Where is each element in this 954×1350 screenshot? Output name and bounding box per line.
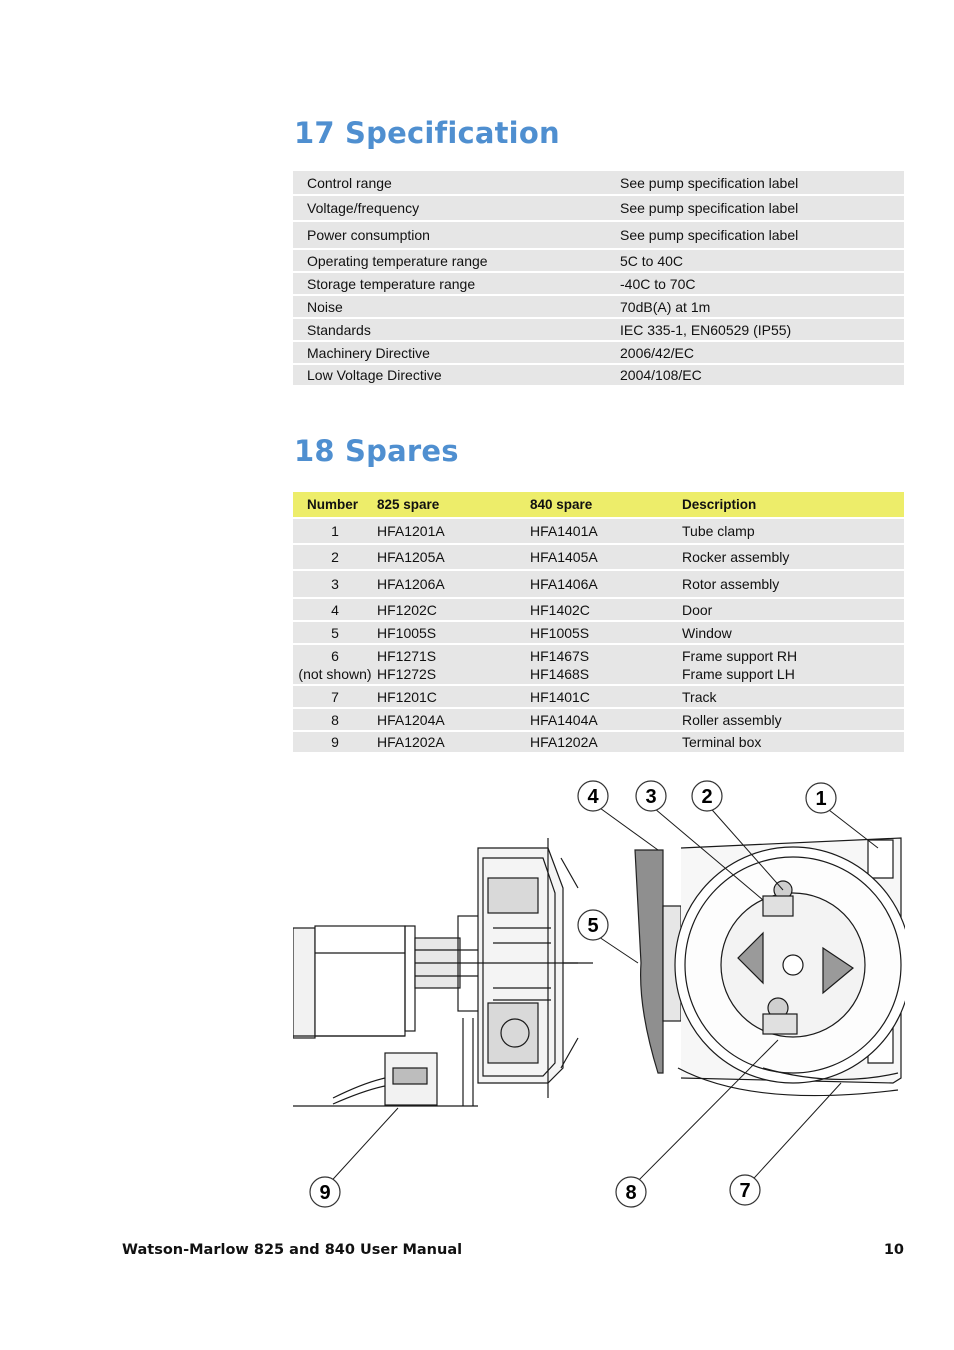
spec-label: Standards — [307, 321, 371, 338]
spare-840: HFA1202A — [530, 734, 598, 750]
callout-8 — [616, 1177, 646, 1207]
spare-825: HFA1206A — [377, 576, 445, 592]
spare-825: HFA1204A — [377, 711, 445, 728]
spec-label: Storage temperature range — [307, 275, 476, 292]
spec-value: 5C to 40C — [620, 252, 684, 269]
callout-3 — [636, 781, 666, 811]
spare-number: 2 — [331, 549, 339, 565]
spec-label: Low Voltage Directive — [307, 367, 442, 383]
gearbox-section-drawing — [478, 838, 578, 1098]
svg-text:4: 4 — [587, 786, 599, 808]
footer-manual-title: Watson-Marlow 825 and 840 User Manual — [122, 1242, 463, 1258]
spares-row — [293, 598, 904, 621]
spares-heading: 18 Spares — [294, 434, 459, 468]
spare-number: 4 — [331, 601, 339, 618]
svg-text:7: 7 — [739, 1180, 751, 1202]
spec-value: 2006/42/EC — [620, 344, 694, 361]
header-840-spare: 840 spare — [530, 497, 593, 512]
spare-number: 8 — [331, 711, 339, 728]
spare-840: HFA1406A — [530, 576, 598, 592]
spares-row — [293, 518, 904, 544]
spare-825: HF1005S — [377, 624, 437, 641]
spares-row — [293, 644, 904, 685]
spare-number: 7 — [331, 688, 339, 705]
spare-840: HF1467S HF1468S — [530, 647, 590, 682]
spare-825: HFA1202A — [377, 734, 445, 750]
spec-value: -40C to 70C — [620, 275, 696, 292]
spec-label: Control range — [307, 174, 392, 191]
spare-description: Roller assembly — [682, 711, 782, 728]
svg-text:2: 2 — [701, 786, 713, 808]
spares-row — [293, 731, 904, 753]
spec-value: See pump specification label — [620, 174, 799, 191]
spare-description: Window — [682, 624, 732, 641]
svg-text:8: 8 — [625, 1182, 637, 1204]
pump-exploded-diagram — [293, 778, 905, 1210]
spare-description: Rocker assembly — [682, 549, 790, 565]
callout-4 — [578, 781, 608, 811]
spec-row — [293, 249, 904, 272]
spec-row — [293, 272, 904, 295]
spare-840: HF1402C — [530, 601, 590, 618]
spec-value: See pump specification label — [620, 227, 799, 243]
spec-value: IEC 335-1, EN60529 (IP55) — [620, 321, 792, 338]
spare-description: Frame support RH Frame support LH — [682, 647, 798, 682]
header-number: Number — [307, 497, 359, 512]
spec-value: 2004/108/EC — [620, 367, 702, 383]
spares-row — [293, 708, 904, 731]
header-825-spare: 825 spare — [377, 497, 440, 512]
svg-text:3: 3 — [645, 786, 657, 808]
spare-825: HF1201C — [377, 688, 437, 705]
spec-label: Voltage/frequency — [307, 200, 420, 216]
spares-row — [293, 685, 904, 708]
door-side-drawing — [635, 850, 681, 1073]
spec-row — [293, 341, 904, 364]
footer-page-number: 10 — [883, 1242, 904, 1258]
svg-text:5: 5 — [587, 915, 599, 937]
spare-825: HFA1205A — [377, 549, 445, 565]
spares-row — [293, 621, 904, 644]
spare-840: HF1401C — [530, 688, 590, 705]
spec-label: Operating temperature range — [307, 252, 488, 269]
spare-description: Door — [682, 601, 713, 618]
spec-row — [293, 221, 904, 249]
spare-840: HFA1404A — [530, 711, 598, 728]
callout-2 — [692, 781, 722, 811]
spare-number: 6 (not shown) — [298, 647, 372, 682]
spare-825: HFA1201A — [377, 523, 445, 539]
spare-number: 1 — [331, 523, 339, 539]
spares-header-row — [293, 492, 904, 518]
spec-value: See pump specification label — [620, 200, 799, 216]
spare-number: 3 — [331, 576, 339, 592]
spec-row — [293, 171, 904, 195]
spares-row — [293, 570, 904, 598]
svg-text:9: 9 — [319, 1182, 331, 1204]
spec-label: Machinery Directive — [307, 344, 430, 361]
spec-row — [293, 295, 904, 318]
spare-number: 5 — [331, 624, 339, 641]
spec-row — [293, 318, 904, 341]
spares-row — [293, 544, 904, 570]
spare-840: HFA1405A — [530, 549, 598, 565]
terminal-box-drawing — [333, 1053, 437, 1105]
spec-row — [293, 364, 904, 386]
header-description: Description — [682, 497, 757, 512]
spare-840: HF1005S — [530, 624, 590, 641]
spec-label: Noise — [307, 298, 343, 315]
callout-9 — [310, 1177, 340, 1207]
spec-value: 70dB(A) at 1m — [620, 298, 711, 315]
callout-5 — [578, 910, 608, 940]
spare-840: HFA1401A — [530, 523, 598, 539]
spares-table — [293, 492, 904, 754]
spare-825: HF1202C — [377, 601, 437, 618]
callout-1 — [806, 783, 836, 813]
spec-label: Power consumption — [307, 227, 430, 243]
spec-heading: 17 Specification — [294, 116, 560, 150]
spare-description: Terminal box — [682, 734, 762, 750]
specification-table — [293, 171, 904, 387]
callout-7 — [730, 1175, 760, 1205]
spare-825: HF1271S HF1272S — [377, 647, 437, 682]
spare-description: Track — [682, 688, 717, 705]
spare-description: Rotor assembly — [682, 576, 780, 592]
spec-row — [293, 195, 904, 221]
spare-description: Tube clamp — [682, 523, 755, 539]
pumphead-front-drawing — [675, 838, 905, 1096]
spare-number: 9 — [331, 734, 339, 750]
svg-text:1: 1 — [815, 788, 827, 810]
